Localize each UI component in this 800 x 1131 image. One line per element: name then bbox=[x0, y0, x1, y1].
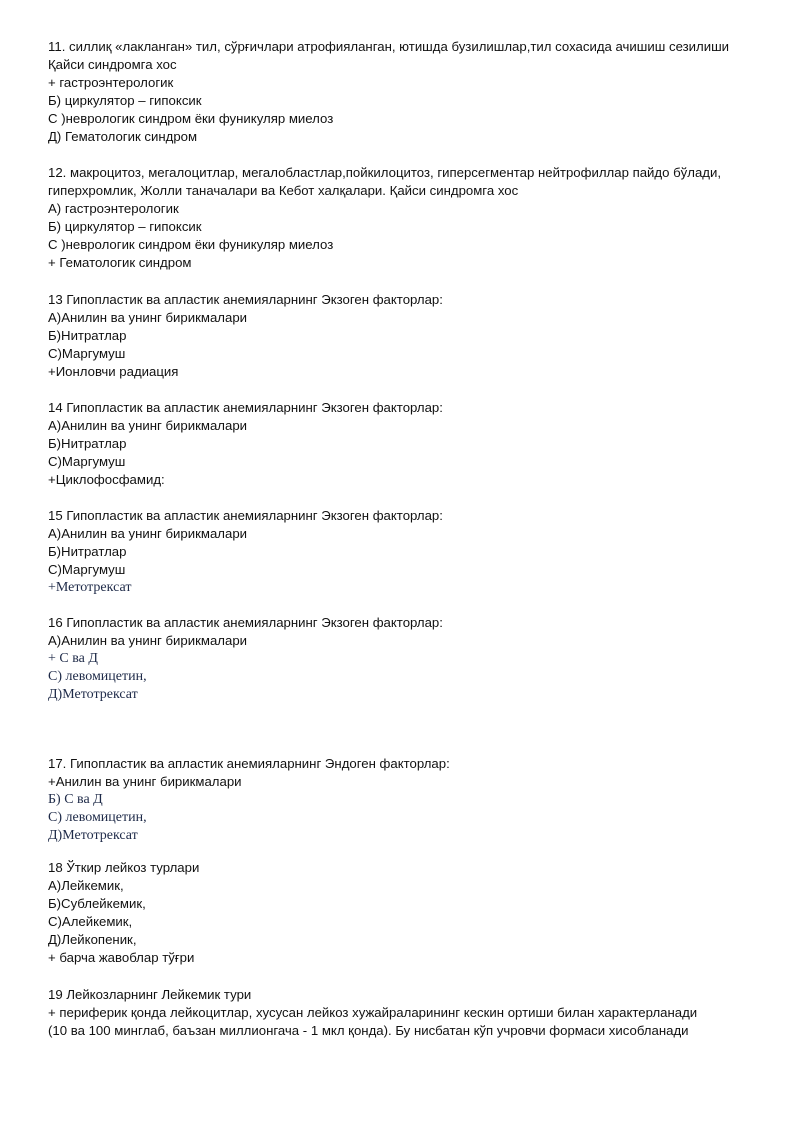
answer-option: Б) С ва Д bbox=[48, 792, 103, 807]
answer-text-line: + периферик қонда лейкоцитлар, хусусан лейкоз хужайраларининг кескин ортиши билан характерланади bbox=[48, 1005, 698, 1020]
question-stem-line: 15 Гипопластик ва апластик анемияларнинг Экзоген факторлар: bbox=[48, 508, 443, 523]
question-18 bbox=[48, 859, 768, 967]
question-stem-line: 12. макроцитоз, мегалоцитлар, мегалобластлар,пойкилоцитоз, гиперсегментар нейтрофиллар пайдо бўлади, bbox=[48, 165, 722, 180]
answer-option: С)Алейкемик, bbox=[48, 914, 133, 929]
answer-option: +Циклофосфамид: bbox=[48, 472, 165, 487]
answer-option: + гастроэнтерологик bbox=[48, 75, 174, 90]
answer-option: А)Анилин ва унинг бирикмалари bbox=[48, 418, 248, 433]
question-stem-line: 16 Гипопластик ва апластик анемияларнинг Экзоген факторлар: bbox=[48, 615, 443, 630]
question-stem-line: 11. силлиқ «лакланган» тил, сўрғичлари атрофияланган, ютишда бузилишлар,тил сохасида ачишиш сезилиши bbox=[48, 39, 730, 54]
answer-option: Д)Метотрексат bbox=[48, 828, 138, 843]
answer-option: +Метотрексат bbox=[48, 580, 132, 595]
question-stem-line: гиперхромлик, Жолли таначалари ва Кебот халқалари. Қайси синдромга хос bbox=[48, 183, 519, 198]
answer-option: С)Маргумуш bbox=[48, 454, 126, 469]
answer-option: С)Маргумуш bbox=[48, 562, 126, 577]
answer-option: С) левомицетин, bbox=[48, 669, 147, 684]
answer-option: Б)Нитратлар bbox=[48, 544, 127, 559]
question-15 bbox=[48, 507, 768, 597]
answer-option: С)Маргумуш bbox=[48, 346, 126, 361]
answer-option: + С ва Д bbox=[48, 651, 98, 666]
answer-option: А)Лейкемик, bbox=[48, 878, 124, 893]
answer-option: + Гематологик синдром bbox=[48, 255, 192, 270]
answer-option: А)Анилин ва унинг бирикмалари bbox=[48, 633, 248, 648]
question-13 bbox=[48, 291, 768, 381]
question-11 bbox=[48, 38, 768, 146]
question-stem-line: 18 Ўткир лейкоз турлари bbox=[48, 860, 200, 875]
question-16 bbox=[48, 614, 768, 704]
answer-option: Д)Метотрексат bbox=[48, 687, 138, 702]
answer-option: Б)Нитратлар bbox=[48, 436, 127, 451]
answer-option: А)Анилин ва унинг бирикмалари bbox=[48, 310, 248, 325]
question-stem-line: Қайси синдромга хос bbox=[48, 57, 177, 72]
question-19 bbox=[48, 986, 768, 1040]
question-stem-line: 14 Гипопластик ва апластик анемияларнинг Экзоген факторлар: bbox=[48, 400, 443, 415]
answer-option: +Ионловчи радиация bbox=[48, 364, 179, 379]
answer-text-line: (10 ва 100 минглаб, баъзан миллионгача - 1 мкл қонда). Бу нисбатан кўп учровчи формаси хисобланади bbox=[48, 1023, 689, 1038]
answer-option: + барча жавоблар тўғри bbox=[48, 950, 195, 965]
answer-option: С )неврологик синдром ёки фуникуляр миелоз bbox=[48, 237, 334, 252]
question-stem-line: 19 Лейкозларнинг Лейкемик тури bbox=[48, 987, 252, 1002]
answer-option: Б)Нитратлар bbox=[48, 328, 127, 343]
question-stem-line: 17. Гипопластик ва апластик анемияларнинг Эндоген факторлар: bbox=[48, 756, 450, 771]
answer-option: Б) циркулятор – гипоксик bbox=[48, 93, 202, 108]
question-17 bbox=[48, 755, 768, 845]
answer-option: С) левомицетин, bbox=[48, 810, 147, 825]
answer-option: А) гастроэнтерологик bbox=[48, 201, 179, 216]
question-stem-line: 13 Гипопластик ва апластик анемияларнинг Экзоген факторлар: bbox=[48, 292, 443, 307]
answer-option: Д)Лейкопеник, bbox=[48, 932, 137, 947]
answer-option: Б)Сублейкемик, bbox=[48, 896, 146, 911]
question-14 bbox=[48, 399, 768, 489]
answer-option: А)Анилин ва унинг бирикмалари bbox=[48, 526, 248, 541]
answer-option: С )неврологик синдром ёки фуникуляр миелоз bbox=[48, 111, 334, 126]
answer-option: Д) Гематологик синдром bbox=[48, 129, 198, 144]
answer-option: Б) циркулятор – гипоксик bbox=[48, 219, 202, 234]
answer-option: +Анилин ва унинг бирикмалари bbox=[48, 774, 242, 789]
question-12 bbox=[48, 164, 768, 272]
